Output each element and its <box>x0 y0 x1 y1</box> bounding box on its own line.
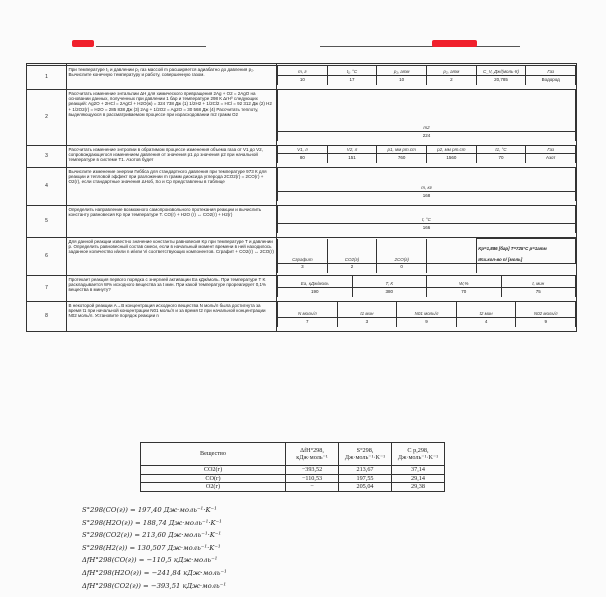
task-text: Определить направление возможного самопроизвольного протекания реакции и вычислить константу равновесия Kp при температуре T. CO(г) + H2O (г) ↔ CO2(г) + H2(г) <box>67 206 277 238</box>
task-data-cell <box>277 146 577 168</box>
task-data-cell <box>277 238 577 276</box>
data-value-row <box>278 288 576 298</box>
data-heading: m2 <box>278 90 576 132</box>
data-head-row <box>278 239 576 264</box>
task5-equation: ΔfH°298(CO2(г)) = −393,51 кДж·моль⁻¹ <box>82 581 227 590</box>
data-head-row <box>278 206 576 224</box>
data-heading: 2CO(г) <box>377 239 427 264</box>
data-heading: N01 моль/л <box>397 302 457 318</box>
task-data-grid <box>277 90 576 141</box>
data-value: 3 <box>337 318 397 328</box>
data-heading: T, К <box>352 276 427 288</box>
task-data-cell <box>277 276 577 302</box>
data-value: 2 <box>427 76 477 86</box>
redacted-group <box>72 40 94 47</box>
task4-cell: CO2(г) <box>141 466 286 475</box>
data-value-row <box>278 318 576 328</box>
data-heading: N02 моль/л <box>516 302 576 318</box>
data-heading: C_V, Дж/(моль·К) <box>476 66 526 76</box>
data-head-row <box>278 146 576 154</box>
task-number: 6 <box>27 238 67 276</box>
table-row <box>27 206 577 238</box>
task4-header: S°298, Дж·моль⁻¹·K⁻¹ <box>339 443 392 466</box>
task-text: При температуре t₁ и давлении p₁ газ массой m расширяется адиабатно до давления p₂. Вычислите конечную температуру и работу, совершенную газом. <box>67 66 277 90</box>
task-number: 2 <box>27 90 67 146</box>
task5-equation: ΔfH°298(CO(г)) = −110,5 кДж·моль⁻¹ <box>82 556 218 565</box>
task4-cell: CO(г) <box>141 474 286 483</box>
table-row <box>27 302 577 332</box>
task-data-grid <box>277 238 576 273</box>
data-heading: p₂, атм <box>427 66 477 76</box>
data-value-row <box>278 132 576 142</box>
task-data-cell <box>277 66 577 90</box>
data-heading: Cграфит <box>278 239 328 264</box>
data-heading: t1 мин <box>337 302 397 318</box>
task6-kp: Kp=1,886 [бар] T=725°C p=1атм <box>478 245 547 251</box>
data-head-row <box>278 168 576 192</box>
data-heading: W,% <box>427 276 502 288</box>
task4-row <box>141 466 445 475</box>
data-head-row <box>278 66 576 76</box>
data-value-row <box>278 224 576 234</box>
task-data-grid <box>277 276 576 297</box>
data-value: 2 <box>327 263 377 273</box>
data-value: 9 <box>516 318 576 328</box>
data-value: 0 <box>377 263 427 273</box>
data-value: 70 <box>476 154 526 164</box>
task4-table <box>140 442 445 492</box>
task-number: 8 <box>27 302 67 332</box>
task-text: В некоторой реакции A→B концентрация исходного вещества N моль/л была достигнута за время t1 при начальной концентрации N01 моль/л и за время t2 при начальной концентрации N02 моль/л. Установите порядок реакции n <box>67 302 277 332</box>
data-value: 168 <box>278 192 576 202</box>
data-value-row <box>278 154 576 164</box>
task4-cell: −393,52 <box>286 466 339 475</box>
data-value: 7 <box>278 318 338 328</box>
data-value: 4 <box>456 318 516 328</box>
data-value: Водород <box>526 76 576 86</box>
task-data-cell <box>277 206 577 238</box>
data-heading: t1, °С <box>476 146 526 154</box>
group-underline <box>96 46 206 47</box>
data-heading: N моль/л <box>278 302 338 318</box>
data-heading: Газ <box>526 146 576 154</box>
task4-cell: −110,53 <box>286 474 339 483</box>
data-value: 75 <box>501 288 576 298</box>
task4-cell: O2(г) <box>141 483 286 492</box>
task-text: Вычислите изменение энергии Гиббса для стандартного давления при температуре 973 К для реакции и тепловой эффект при разложении m грамм диоксида углерода 2CO2(г) = 2CO(г) + O2(г), если стандартные значения ΔНоб, So и Cp представлены в таблице <box>67 168 277 206</box>
data-value: 1560 <box>427 154 477 164</box>
task4-header: Вещество <box>141 443 286 466</box>
data-value-row <box>278 263 576 273</box>
task-data-cell <box>277 302 577 332</box>
data-value: 380 <box>352 288 427 298</box>
task-data-grid <box>277 66 576 85</box>
task4-cell: 197,55 <box>339 474 392 483</box>
task4-cell: 205,04 <box>339 483 392 492</box>
data-head-row <box>278 276 576 288</box>
data-heading: p2, мм рт.ст <box>427 146 477 154</box>
data-heading <box>427 239 477 264</box>
data-heading: t₁, °C <box>327 66 377 76</box>
task-number: 7 <box>27 276 67 302</box>
data-value: 3 <box>278 263 328 273</box>
task4-cell: 29,14 <box>392 474 445 483</box>
data-value: 70 <box>427 288 502 298</box>
data-value: 760 <box>377 154 427 164</box>
data-heading: t, мин <box>501 276 576 288</box>
task-data-grid <box>277 206 576 233</box>
table-row <box>27 238 577 276</box>
data-value: 166 <box>278 224 576 234</box>
table-row <box>27 276 577 302</box>
data-value: 224 <box>278 132 576 142</box>
data-value: 10 <box>278 76 328 86</box>
task6-extra <box>476 239 575 264</box>
data-value: Азот <box>526 154 576 164</box>
task-text: Протекает реакция первого порядка с энергией активации Ea кДж/моль. При температуре T K раскладывается W% исходного вещества за t мин. При какой температуре прореагирует 0,1% вещества в минуту? <box>67 276 277 302</box>
data-value-row <box>278 192 576 202</box>
data-value: 9 <box>397 318 457 328</box>
task-data-grid <box>277 168 576 201</box>
table-row <box>27 90 577 146</box>
task-data-grid <box>277 146 576 163</box>
data-heading: Ea, кДж/моль <box>278 276 353 288</box>
task5-equation: S°298(CO2(г)) = 213,60 Дж·моль⁻¹·K⁻¹ <box>82 531 222 540</box>
task-text: Для данной реакции известно значение константы равновесия Kp при температуре T и давлении p. Определить равновесный состав смеси, если в начальный момент времени в ней находилось заданное количество и/или n и/или Vi соответствующих компонентов. Cграфит + CO2(г) ↔ 2CO(г) <box>67 238 277 276</box>
task4-row <box>141 474 445 483</box>
data-heading: m, г <box>278 66 328 76</box>
data-heading: p₁, атм <box>377 66 427 76</box>
task-data-cell <box>277 90 577 146</box>
task-number: 4 <box>27 168 67 206</box>
task4-row <box>141 483 445 492</box>
data-head-row <box>278 302 576 318</box>
task5-equation: S°298(CO(г)) = 197,40 Дж·моль⁻¹·K⁻¹ <box>82 506 217 514</box>
data-value <box>427 263 477 273</box>
task-number: 3 <box>27 146 67 168</box>
data-heading: Газ <box>526 66 576 76</box>
data-head-row <box>278 90 576 132</box>
table-row <box>27 66 577 90</box>
task5-equation: ΔfH°298(H2O(г)) = −241,84 кДж·моль⁻¹ <box>82 569 227 577</box>
data-value: 151 <box>327 154 377 164</box>
data-value: 17 <box>327 76 377 86</box>
data-value: 190 <box>278 288 353 298</box>
name-underline <box>320 46 520 47</box>
data-value: 10 <box>377 76 427 86</box>
task-text: Рассчитать изменение энтальпии ΔН для химического превращения 2Ag + O2 = 2AgO на основании данных, полученных при давлении 1 бар и температуре 298 К ΔrH⁰ следующих реакций: Ag2O + 2HCl = 2AgCl + H2O(ж) = 324 738 Дж (1) 1/2H2 + 1/2Cl2 = HCl = 92 312 Дж (2) H2 + 1/2O2(г) = H2O = 285 838 Дж (3) 2Ag + 1/2O2 = Ag2O = 30 568 Дж (4) Рассчитать теплоту, выделяющуюся в рассматриваемом процессе при израсходовании m2 грамм O2 <box>67 90 277 146</box>
task4-cell: 37,14 <box>392 466 445 475</box>
table-row <box>27 168 577 206</box>
data-value: 20,785 <box>476 76 526 86</box>
data-heading: m, кг <box>278 168 576 192</box>
table-row <box>27 146 577 168</box>
task-data-cell <box>277 168 577 206</box>
task4-cell: 213,67 <box>339 466 392 475</box>
data-value-row <box>278 76 576 86</box>
data-heading: V1, л <box>278 146 328 154</box>
data-heading: t, °С <box>278 206 576 224</box>
data-heading: p1, мм рт.ст <box>377 146 427 154</box>
task4-cell: 29,38 <box>392 483 445 492</box>
data-value: 80 <box>278 154 328 164</box>
redacted-name <box>432 40 477 47</box>
tasks-table <box>26 63 577 332</box>
data-heading: CO2(г) <box>327 239 377 264</box>
task4-header: ΔfH°298, кДж·моль⁻¹ <box>286 443 339 466</box>
task5-equation: S°298(H2O(г)) = 188,74 Дж·моль⁻¹·K⁻¹ <box>82 518 222 527</box>
data-heading: t2 мин <box>456 302 516 318</box>
task-text: Рассчитать изменение энтропии в обратимом процессе изменения объема газа от V1 до V2, сопровождающегося изменением давления от значения p1 до значения p2 при начальной температуре в системе T1. Азотов будет <box>67 146 277 168</box>
task4-header: C p,298, Дж·моль⁻¹·K⁻¹ <box>392 443 445 466</box>
task5-equation: S°298(H2(г)) = 130,507 Дж·моль⁻¹·K⁻¹ <box>82 543 221 552</box>
task6-moles-label: Исх.кол-во n/ [моль] <box>478 256 523 262</box>
data-heading: V2, л <box>327 146 377 154</box>
task-number: 1 <box>27 66 67 90</box>
task-number: 5 <box>27 206 67 238</box>
task4-cell: − <box>286 483 339 492</box>
task-data-grid <box>277 302 576 327</box>
